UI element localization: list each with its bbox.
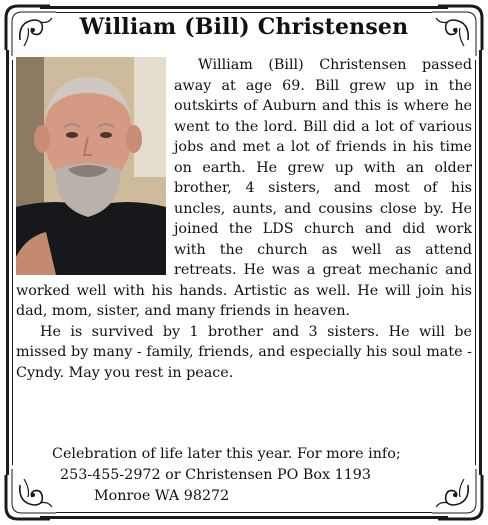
- border-left-outer: [6, 50, 9, 475]
- obituary-title: William (Bill) Christensen: [79, 14, 409, 40]
- border-right-outer: [479, 50, 482, 475]
- celebration-info: [30, 444, 470, 507]
- obituary-paragraph-2: He is survived by 1 brother and 3 sisters. He will be missed by many - family, friends, and especially his soul mate - Cyndy. May you rest in peace.: [16, 323, 472, 381]
- obituary-paragraph-1: William (Bill) Christensen passed away at age 69. Bill grew up in the outskirts of Auburn and this is where he went to the lord. Bill did a lot of various jobs and met a lot of friends in his time on earth. He grew up with an older brother, 4 sisters, and most of his uncles, aunts, and cousins close by. He joined the LDS church and did work with the church as well as attend retreats. He was a great mechanic and worked well with his hands. Artistic as well. He will join his dad, mom, sister, and many friends in heaven.: [16, 57, 472, 319]
- border-right-inner: [475, 60, 476, 465]
- celebration-line-2: 253-455-2972 or Christensen PO Box 1193: [60, 467, 371, 483]
- border-bottom-outer: [40, 516, 448, 519]
- portrait-photo: [16, 57, 166, 275]
- obituary-body: [16, 55, 472, 383]
- border-bottom-inner: [56, 512, 432, 513]
- celebration-line-1: Celebration of life later this year. For more info;: [52, 446, 401, 462]
- border-top-outer: [40, 6, 448, 9]
- border-left-inner: [12, 60, 13, 465]
- celebration-line-3: Monroe WA 98272: [94, 488, 230, 504]
- border-top-inner: [56, 12, 432, 13]
